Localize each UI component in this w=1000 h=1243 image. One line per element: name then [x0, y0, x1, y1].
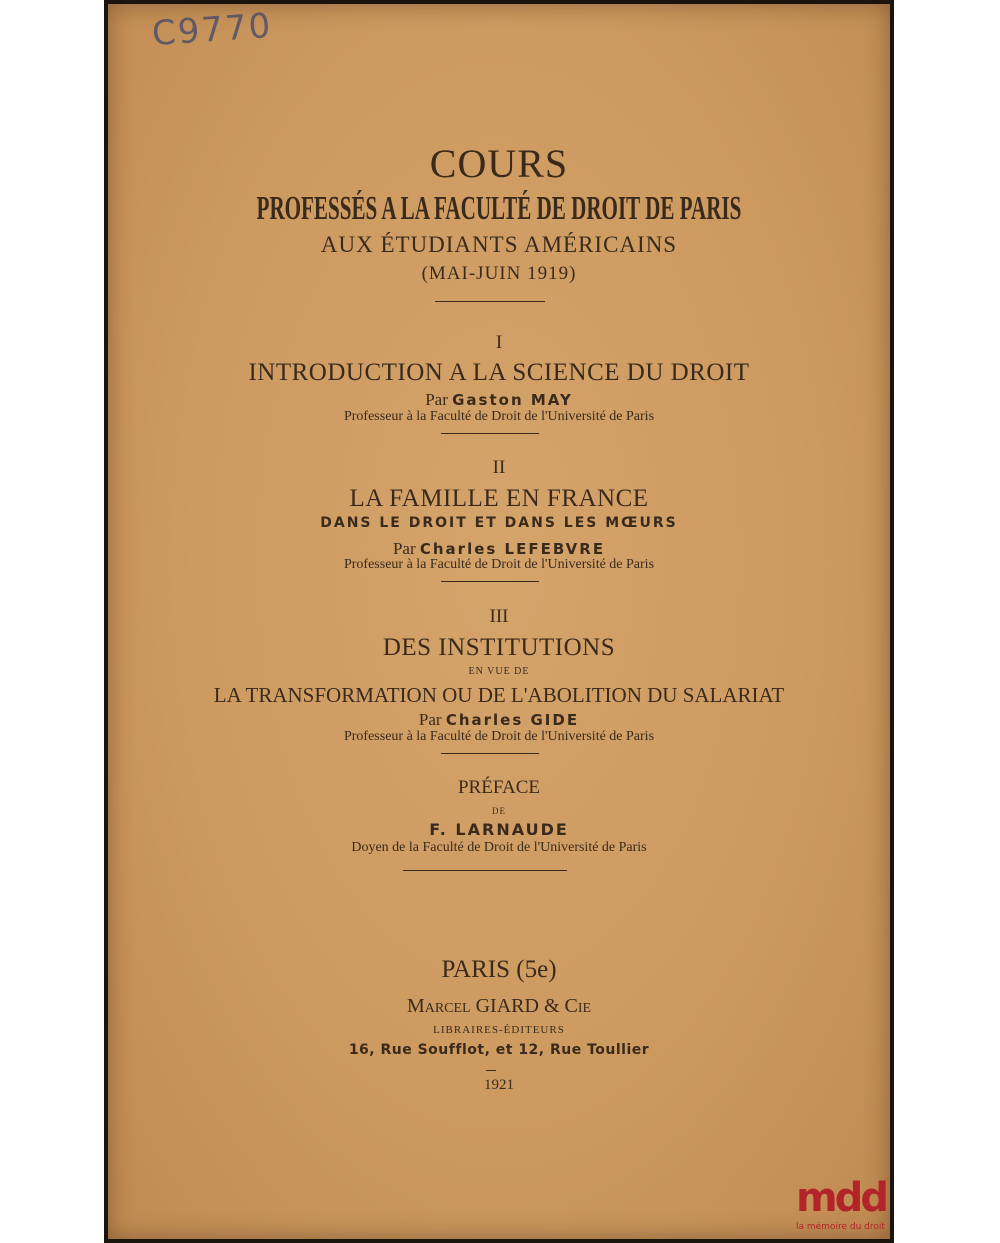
section-subtitle	[108, 515, 890, 532]
author-affiliation: Professeur à la Faculté de Droit de l'Université de Paris	[343, 409, 655, 424]
divider	[435, 301, 545, 302]
section-subtitle: LA TRANSFORMATION OU DE L'ABOLITION DU SALARIAT	[213, 683, 785, 707]
cover-title: COURS	[429, 141, 569, 186]
section-number: I	[495, 332, 503, 353]
section-subtitle-text: DANS LE DROIT ET DANS LES MŒURS	[320, 515, 678, 531]
publisher-city: PARIS (5e)	[441, 956, 557, 983]
section-author-line	[108, 710, 890, 730]
divider	[441, 581, 539, 582]
publication-year: 1921	[484, 1077, 514, 1093]
divider	[441, 753, 539, 754]
publisher-role: LIBRAIRES-ÉDITEURS	[433, 1024, 565, 1036]
section-author-line	[108, 390, 890, 410]
divider	[486, 1070, 496, 1071]
author-prefix: Par	[392, 539, 416, 558]
preface-label: PRÉFACE	[457, 777, 540, 798]
preface-connector: DE	[492, 806, 506, 816]
author-prefix: Par	[418, 710, 442, 729]
section-title: DES INSTITUTIONS	[382, 634, 616, 661]
publisher-address-text: 16, Rue Soufflot, et 12, Rue Toullier	[348, 1042, 650, 1058]
preface-author-name: F. LARNAUDE	[429, 820, 569, 839]
section-connector: EN VUE DE	[468, 666, 530, 677]
author-affiliation: Professeur à la Faculté de Droit de l'Université de Paris	[343, 557, 655, 572]
divider	[441, 433, 539, 434]
preface-author	[108, 820, 890, 840]
audience-line: AUX ÉTUDIANTS AMÉRICAINS	[320, 232, 678, 257]
section-author-line	[108, 539, 890, 559]
handwritten-note: C9770	[150, 5, 274, 55]
dates-line: (MAI-JUIN 1919)	[421, 263, 577, 284]
publisher-address	[108, 1042, 890, 1059]
faculty-line: PROFESSÉS A LA FACULTÉ DE DROIT DE PARIS	[256, 190, 742, 227]
author-name: Gaston MAY	[452, 391, 573, 409]
watermark-logo	[796, 1175, 896, 1232]
section-number: II	[492, 457, 506, 478]
section-title: LA FAMILLE EN FRANCE	[349, 485, 649, 512]
publisher-name: Marcel GIARD & Cie	[406, 995, 592, 1017]
cover-subtitle	[108, 190, 890, 228]
author-affiliation: Professeur à la Faculté de Droit de l'Université de Paris	[343, 729, 655, 744]
watermark-text: la mémoire du droit	[796, 1222, 885, 1232]
preface-affiliation: Doyen de la Faculté de Droit de l'Université de Paris	[351, 840, 647, 855]
watermark-mark: mdd	[796, 1175, 886, 1221]
author-name: Charles LEFEBVRE	[419, 540, 606, 558]
author-name: Charles GIDE	[445, 711, 580, 729]
section-title: INTRODUCTION A LA SCIENCE DU DROIT	[248, 359, 750, 386]
divider	[403, 870, 567, 871]
author-prefix: Par	[425, 390, 448, 409]
book-cover	[108, 4, 890, 1239]
section-number: III	[489, 606, 509, 627]
